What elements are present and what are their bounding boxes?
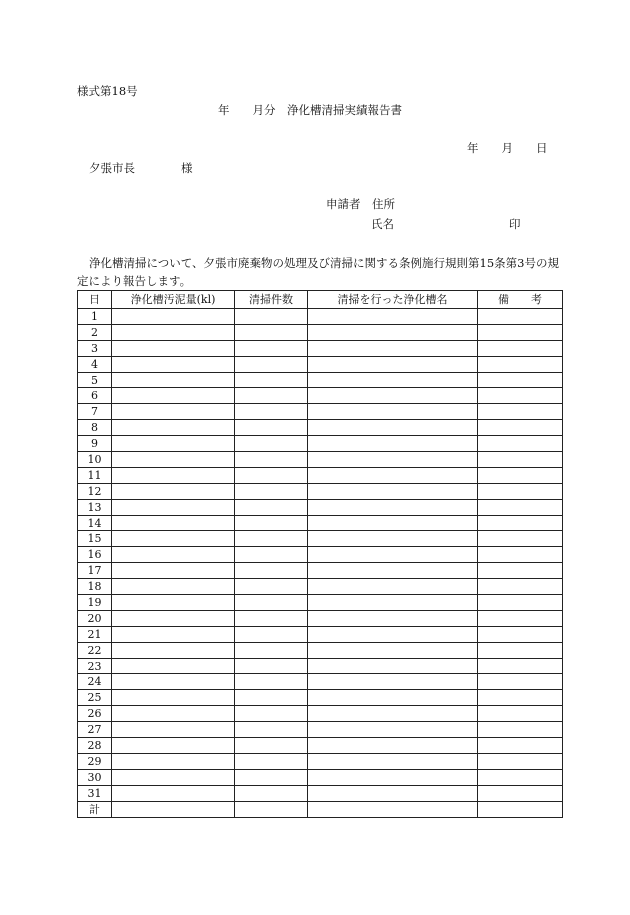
sludge-volume-cell[interactable] xyxy=(112,452,235,468)
table-row xyxy=(78,769,563,785)
sludge-volume-cell[interactable] xyxy=(112,753,235,769)
table-row xyxy=(78,340,563,356)
cleaning-count-cell[interactable] xyxy=(235,563,308,579)
sludge-volume-cell[interactable] xyxy=(112,515,235,531)
table-row xyxy=(78,753,563,769)
table-row xyxy=(78,356,563,372)
remarks-cell[interactable] xyxy=(478,436,563,452)
day-cell: 計 xyxy=(78,801,112,817)
column-header-remarks: 備 考 xyxy=(478,291,563,309)
table-row xyxy=(78,642,563,658)
day-cell: 1 xyxy=(78,309,112,325)
cleaning-count-cell[interactable] xyxy=(235,340,308,356)
day-cell: 22 xyxy=(78,642,112,658)
tank-name-cell[interactable] xyxy=(308,738,478,754)
day-cell: 23 xyxy=(78,658,112,674)
remarks-cell[interactable] xyxy=(478,785,563,801)
remarks-cell[interactable] xyxy=(478,340,563,356)
table-row xyxy=(78,309,563,325)
remarks-cell[interactable] xyxy=(478,563,563,579)
day-cell: 27 xyxy=(78,722,112,738)
day-cell: 28 xyxy=(78,738,112,754)
date-line: 年 月 日 xyxy=(467,141,548,155)
day-cell: 13 xyxy=(78,499,112,515)
table-row xyxy=(78,579,563,595)
sludge-volume-cell[interactable] xyxy=(112,340,235,356)
remarks-cell[interactable] xyxy=(478,753,563,769)
sludge-volume-cell[interactable] xyxy=(112,690,235,706)
sludge-volume-cell[interactable] xyxy=(112,674,235,690)
table-row xyxy=(78,690,563,706)
day-cell: 2 xyxy=(78,324,112,340)
sludge-volume-cell[interactable] xyxy=(112,404,235,420)
table-row xyxy=(78,483,563,499)
sludge-volume-cell[interactable] xyxy=(112,372,235,388)
day-cell: 14 xyxy=(78,515,112,531)
cleaning-count-cell[interactable] xyxy=(235,531,308,547)
table-row xyxy=(78,595,563,611)
table-row xyxy=(78,515,563,531)
cleaning-count-cell[interactable] xyxy=(235,452,308,468)
sludge-volume-cell[interactable] xyxy=(112,467,235,483)
cleaning-count-cell[interactable] xyxy=(235,436,308,452)
remarks-cell[interactable] xyxy=(478,515,563,531)
day-cell: 16 xyxy=(78,547,112,563)
tank-name-cell[interactable] xyxy=(308,483,478,499)
remarks-cell[interactable] xyxy=(478,372,563,388)
table-row xyxy=(78,436,563,452)
remarks-cell[interactable] xyxy=(478,690,563,706)
table-row xyxy=(78,658,563,674)
remarks-cell[interactable] xyxy=(478,658,563,674)
cleaning-count-cell[interactable] xyxy=(235,610,308,626)
remarks-cell[interactable] xyxy=(478,531,563,547)
sludge-volume-cell[interactable] xyxy=(112,309,235,325)
day-cell: 8 xyxy=(78,420,112,436)
tank-name-cell[interactable] xyxy=(308,436,478,452)
addressee: 夕張市長 様 xyxy=(89,161,193,175)
table-row xyxy=(78,547,563,563)
tank-name-cell[interactable] xyxy=(308,372,478,388)
remarks-cell[interactable] xyxy=(478,404,563,420)
document-title: 年 月分 浄化槽清掃実績報告書 xyxy=(218,103,402,117)
sludge-volume-cell[interactable] xyxy=(112,531,235,547)
tank-name-cell[interactable] xyxy=(308,706,478,722)
table-row xyxy=(78,467,563,483)
column-header-cleaning-count: 清掃件数 xyxy=(235,291,308,309)
tank-name-cell[interactable] xyxy=(308,690,478,706)
cleaning-count-cell[interactable] xyxy=(235,595,308,611)
day-cell: 19 xyxy=(78,595,112,611)
sludge-volume-cell[interactable] xyxy=(112,579,235,595)
table-body xyxy=(78,309,563,818)
remarks-cell[interactable] xyxy=(478,674,563,690)
column-header-tank-name: 清掃を行った浄化槽名 xyxy=(308,291,478,309)
sludge-volume-cell[interactable] xyxy=(112,769,235,785)
remarks-cell[interactable] xyxy=(478,388,563,404)
day-cell: 25 xyxy=(78,690,112,706)
cleaning-count-cell[interactable] xyxy=(235,579,308,595)
remarks-cell[interactable] xyxy=(478,547,563,563)
tank-name-cell[interactable] xyxy=(308,515,478,531)
cleaning-count-cell[interactable] xyxy=(235,690,308,706)
remarks-cell[interactable] xyxy=(478,626,563,642)
day-cell: 15 xyxy=(78,531,112,547)
remarks-cell[interactable] xyxy=(478,452,563,468)
sludge-volume-cell[interactable] xyxy=(112,483,235,499)
report-table xyxy=(77,290,563,818)
remarks-cell[interactable] xyxy=(478,356,563,372)
remarks-cell[interactable] xyxy=(478,642,563,658)
cleaning-count-cell[interactable] xyxy=(235,722,308,738)
table-row xyxy=(78,626,563,642)
day-cell: 21 xyxy=(78,626,112,642)
sludge-volume-cell[interactable] xyxy=(112,722,235,738)
tank-name-cell[interactable] xyxy=(308,610,478,626)
sludge-volume-cell[interactable] xyxy=(112,626,235,642)
cleaning-count-cell[interactable] xyxy=(235,309,308,325)
cleaning-count-cell[interactable] xyxy=(235,738,308,754)
remarks-cell[interactable] xyxy=(478,420,563,436)
day-cell: 18 xyxy=(78,579,112,595)
column-header-sludge-volume: 浄化槽汚泥量(kl) xyxy=(112,291,235,309)
tank-name-cell[interactable] xyxy=(308,356,478,372)
day-cell: 3 xyxy=(78,340,112,356)
day-cell: 5 xyxy=(78,372,112,388)
table-header-row xyxy=(78,291,563,309)
sludge-volume-cell[interactable] xyxy=(112,738,235,754)
day-cell: 9 xyxy=(78,436,112,452)
day-cell: 10 xyxy=(78,452,112,468)
cleaning-count-cell[interactable] xyxy=(235,324,308,340)
sludge-volume-cell[interactable] xyxy=(112,388,235,404)
sludge-volume-cell[interactable] xyxy=(112,658,235,674)
day-cell: 7 xyxy=(78,404,112,420)
table-row xyxy=(78,738,563,754)
cleaning-count-cell[interactable] xyxy=(235,753,308,769)
remarks-cell[interactable] xyxy=(478,579,563,595)
table-row xyxy=(78,420,563,436)
day-cell: 11 xyxy=(78,467,112,483)
tank-name-cell[interactable] xyxy=(308,420,478,436)
remarks-cell[interactable] xyxy=(478,801,563,817)
tank-name-cell[interactable] xyxy=(308,753,478,769)
tank-name-cell[interactable] xyxy=(308,658,478,674)
remarks-cell[interactable] xyxy=(478,324,563,340)
tank-name-cell[interactable] xyxy=(308,595,478,611)
applicant-address-line: 申請者 住所 xyxy=(326,197,395,211)
cleaning-count-cell[interactable] xyxy=(235,467,308,483)
sludge-volume-cell[interactable] xyxy=(112,436,235,452)
tank-name-cell[interactable] xyxy=(308,547,478,563)
cleaning-count-cell[interactable] xyxy=(235,801,308,817)
sludge-volume-cell[interactable] xyxy=(112,642,235,658)
table-row xyxy=(78,722,563,738)
tank-name-cell[interactable] xyxy=(308,388,478,404)
cleaning-count-cell[interactable] xyxy=(235,642,308,658)
table-row xyxy=(78,499,563,515)
tank-name-cell[interactable] xyxy=(308,579,478,595)
table-row xyxy=(78,674,563,690)
tank-name-cell[interactable] xyxy=(308,801,478,817)
tank-name-cell[interactable] xyxy=(308,309,478,325)
table-row xyxy=(78,388,563,404)
sludge-volume-cell[interactable] xyxy=(112,706,235,722)
table-row xyxy=(78,452,563,468)
sludge-volume-cell[interactable] xyxy=(112,801,235,817)
sludge-volume-cell[interactable] xyxy=(112,595,235,611)
tank-name-cell[interactable] xyxy=(308,563,478,579)
day-cell: 26 xyxy=(78,706,112,722)
sludge-volume-cell[interactable] xyxy=(112,420,235,436)
applicant-name-line: 氏名 印 xyxy=(371,217,521,231)
remarks-cell[interactable] xyxy=(478,595,563,611)
tank-name-cell[interactable] xyxy=(308,499,478,515)
cleaning-count-cell[interactable] xyxy=(235,356,308,372)
remarks-cell[interactable] xyxy=(478,610,563,626)
tank-name-cell[interactable] xyxy=(308,769,478,785)
sludge-volume-cell[interactable] xyxy=(112,547,235,563)
sludge-volume-cell[interactable] xyxy=(112,785,235,801)
column-header-day: 日 xyxy=(78,291,112,309)
cleaning-count-cell[interactable] xyxy=(235,388,308,404)
cleaning-count-cell[interactable] xyxy=(235,706,308,722)
cleaning-count-cell[interactable] xyxy=(235,674,308,690)
sludge-volume-cell[interactable] xyxy=(112,499,235,515)
total-row xyxy=(78,801,563,817)
cleaning-count-cell[interactable] xyxy=(235,420,308,436)
sludge-volume-cell[interactable] xyxy=(112,324,235,340)
tank-name-cell[interactable] xyxy=(308,340,478,356)
day-cell: 12 xyxy=(78,483,112,499)
table-row xyxy=(78,531,563,547)
day-cell: 4 xyxy=(78,356,112,372)
cleaning-count-cell[interactable] xyxy=(235,547,308,563)
cleaning-count-cell[interactable] xyxy=(235,404,308,420)
tank-name-cell[interactable] xyxy=(308,324,478,340)
table-row xyxy=(78,785,563,801)
sludge-volume-cell[interactable] xyxy=(112,610,235,626)
cleaning-count-cell[interactable] xyxy=(235,769,308,785)
table-row xyxy=(78,404,563,420)
cleaning-count-cell[interactable] xyxy=(235,658,308,674)
sludge-volume-cell[interactable] xyxy=(112,356,235,372)
table-row xyxy=(78,610,563,626)
tank-name-cell[interactable] xyxy=(308,642,478,658)
remarks-cell[interactable] xyxy=(478,499,563,515)
form-number: 様式第18号 xyxy=(77,84,138,98)
remarks-cell[interactable] xyxy=(478,467,563,483)
remarks-cell[interactable] xyxy=(478,722,563,738)
tank-name-cell[interactable] xyxy=(308,467,478,483)
day-cell: 17 xyxy=(78,563,112,579)
tank-name-cell[interactable] xyxy=(308,785,478,801)
remarks-cell[interactable] xyxy=(478,706,563,722)
tank-name-cell[interactable] xyxy=(308,531,478,547)
cleaning-count-cell[interactable] xyxy=(235,372,308,388)
day-cell: 29 xyxy=(78,753,112,769)
table-row xyxy=(78,372,563,388)
table-row xyxy=(78,324,563,340)
table-row xyxy=(78,706,563,722)
tank-name-cell[interactable] xyxy=(308,674,478,690)
remarks-cell[interactable] xyxy=(478,738,563,754)
tank-name-cell[interactable] xyxy=(308,404,478,420)
cleaning-count-cell[interactable] xyxy=(235,483,308,499)
remarks-cell[interactable] xyxy=(478,483,563,499)
cleaning-count-cell[interactable] xyxy=(235,785,308,801)
day-cell: 6 xyxy=(78,388,112,404)
day-cell: 24 xyxy=(78,674,112,690)
tank-name-cell[interactable] xyxy=(308,722,478,738)
sludge-volume-cell[interactable] xyxy=(112,563,235,579)
cleaning-count-cell[interactable] xyxy=(235,515,308,531)
tank-name-cell[interactable] xyxy=(308,452,478,468)
tank-name-cell[interactable] xyxy=(308,626,478,642)
remarks-cell[interactable] xyxy=(478,769,563,785)
cleaning-count-cell[interactable] xyxy=(235,626,308,642)
table-row xyxy=(78,563,563,579)
cleaning-count-cell[interactable] xyxy=(235,499,308,515)
body-paragraph: 浄化槽清掃について、夕張市廃棄物の処理及び清掃に関する条例施行規則第15条第3号の規定により報告します。 xyxy=(77,256,559,288)
day-cell: 31 xyxy=(78,785,112,801)
day-cell: 30 xyxy=(78,769,112,785)
day-cell: 20 xyxy=(78,610,112,626)
remarks-cell[interactable] xyxy=(478,309,563,325)
